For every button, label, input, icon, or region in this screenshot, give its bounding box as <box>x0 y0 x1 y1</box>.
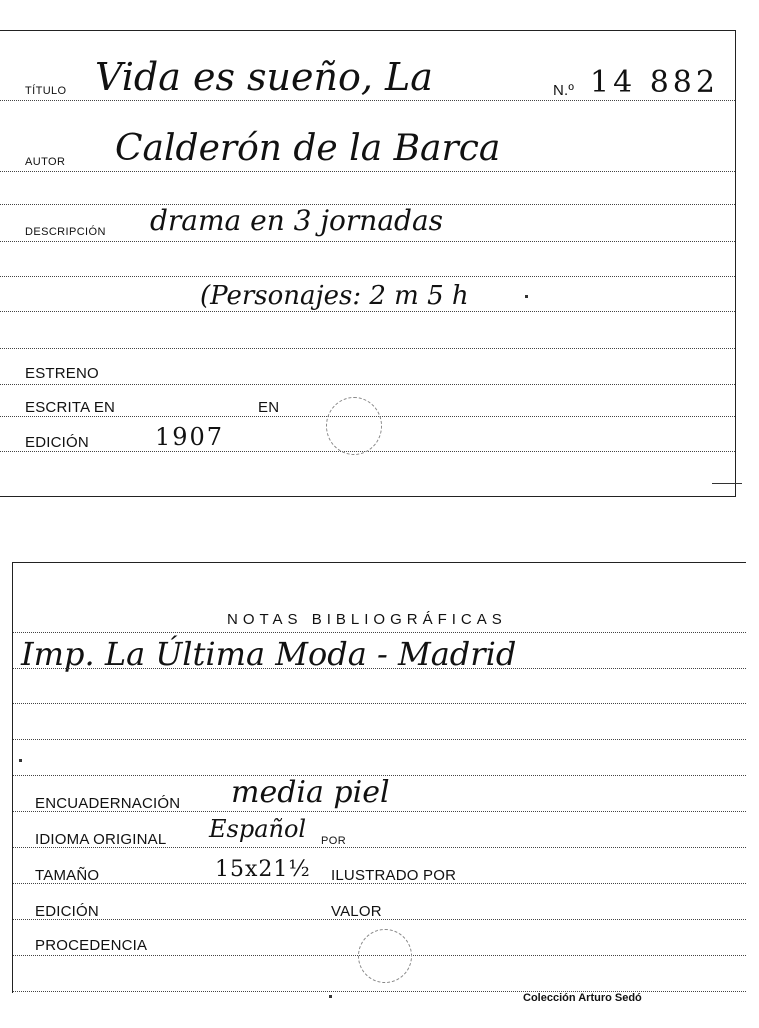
value-label: VALOR <box>331 903 382 920</box>
author-value: Calderón de la Barca <box>115 128 501 169</box>
rule-line <box>13 703 746 704</box>
ink-speck <box>525 295 528 298</box>
rule-line <box>0 311 735 312</box>
catalog-card-back <box>12 562 746 1004</box>
rule-line <box>0 100 735 101</box>
ink-speck <box>329 995 332 998</box>
rule-line <box>13 668 746 669</box>
ink-speck <box>19 759 22 762</box>
provenance-label: PROCEDENCIA <box>35 937 148 954</box>
description-value: drama en 3 jornadas <box>150 204 444 237</box>
rule-line <box>0 348 735 349</box>
original-language-label: IDIOMA ORIGINAL <box>35 831 167 848</box>
collection-credit: Colección Arturo Sedó <box>523 992 642 1004</box>
edition-value: 1907 <box>155 423 225 451</box>
number-label: N.º <box>553 82 575 99</box>
binding-value: media piel <box>231 775 390 810</box>
rule-line <box>0 171 735 172</box>
size-label: TAMAÑO <box>35 867 100 884</box>
size-value: 15x21½ <box>215 857 311 882</box>
rule-line <box>0 384 735 385</box>
number-value: 14 882 <box>590 65 719 100</box>
rule-line <box>0 241 735 242</box>
binding-label: ENCUADERNACIÓN <box>35 795 181 812</box>
author-label: AUTOR <box>25 156 66 168</box>
hole-punch-mark <box>326 397 382 455</box>
description-label: DESCRIPCIÓN <box>25 226 106 238</box>
written-in-label: ESCRITA EN <box>25 399 116 416</box>
original-language-value: Español <box>209 815 307 843</box>
title-label: TÍTULO <box>25 85 67 97</box>
bibliographic-notes-heading: NOTAS BIBLIOGRÁFICAS <box>227 611 507 628</box>
title-value: Vida es sueño, La <box>95 55 433 99</box>
premiere-label: ESTRENO <box>25 365 99 382</box>
catalog-card-front <box>0 30 736 497</box>
rule-line <box>0 276 735 277</box>
characters-note: (Personajes: 2 m 5 h <box>200 281 469 311</box>
by-label: POR <box>321 835 347 847</box>
edition-label: EDICIÓN <box>35 903 99 920</box>
notes-line-1: Imp. La Última Moda - Madrid <box>21 635 517 673</box>
rule-line <box>13 632 746 633</box>
illustrated-by-label: ILUSTRADO POR <box>331 867 457 884</box>
ink-speck <box>712 483 742 484</box>
rule-line <box>13 739 746 740</box>
edition-label: EDICIÓN <box>25 434 89 451</box>
written-en-label: EN <box>258 399 280 416</box>
hole-punch-mark <box>358 929 412 983</box>
